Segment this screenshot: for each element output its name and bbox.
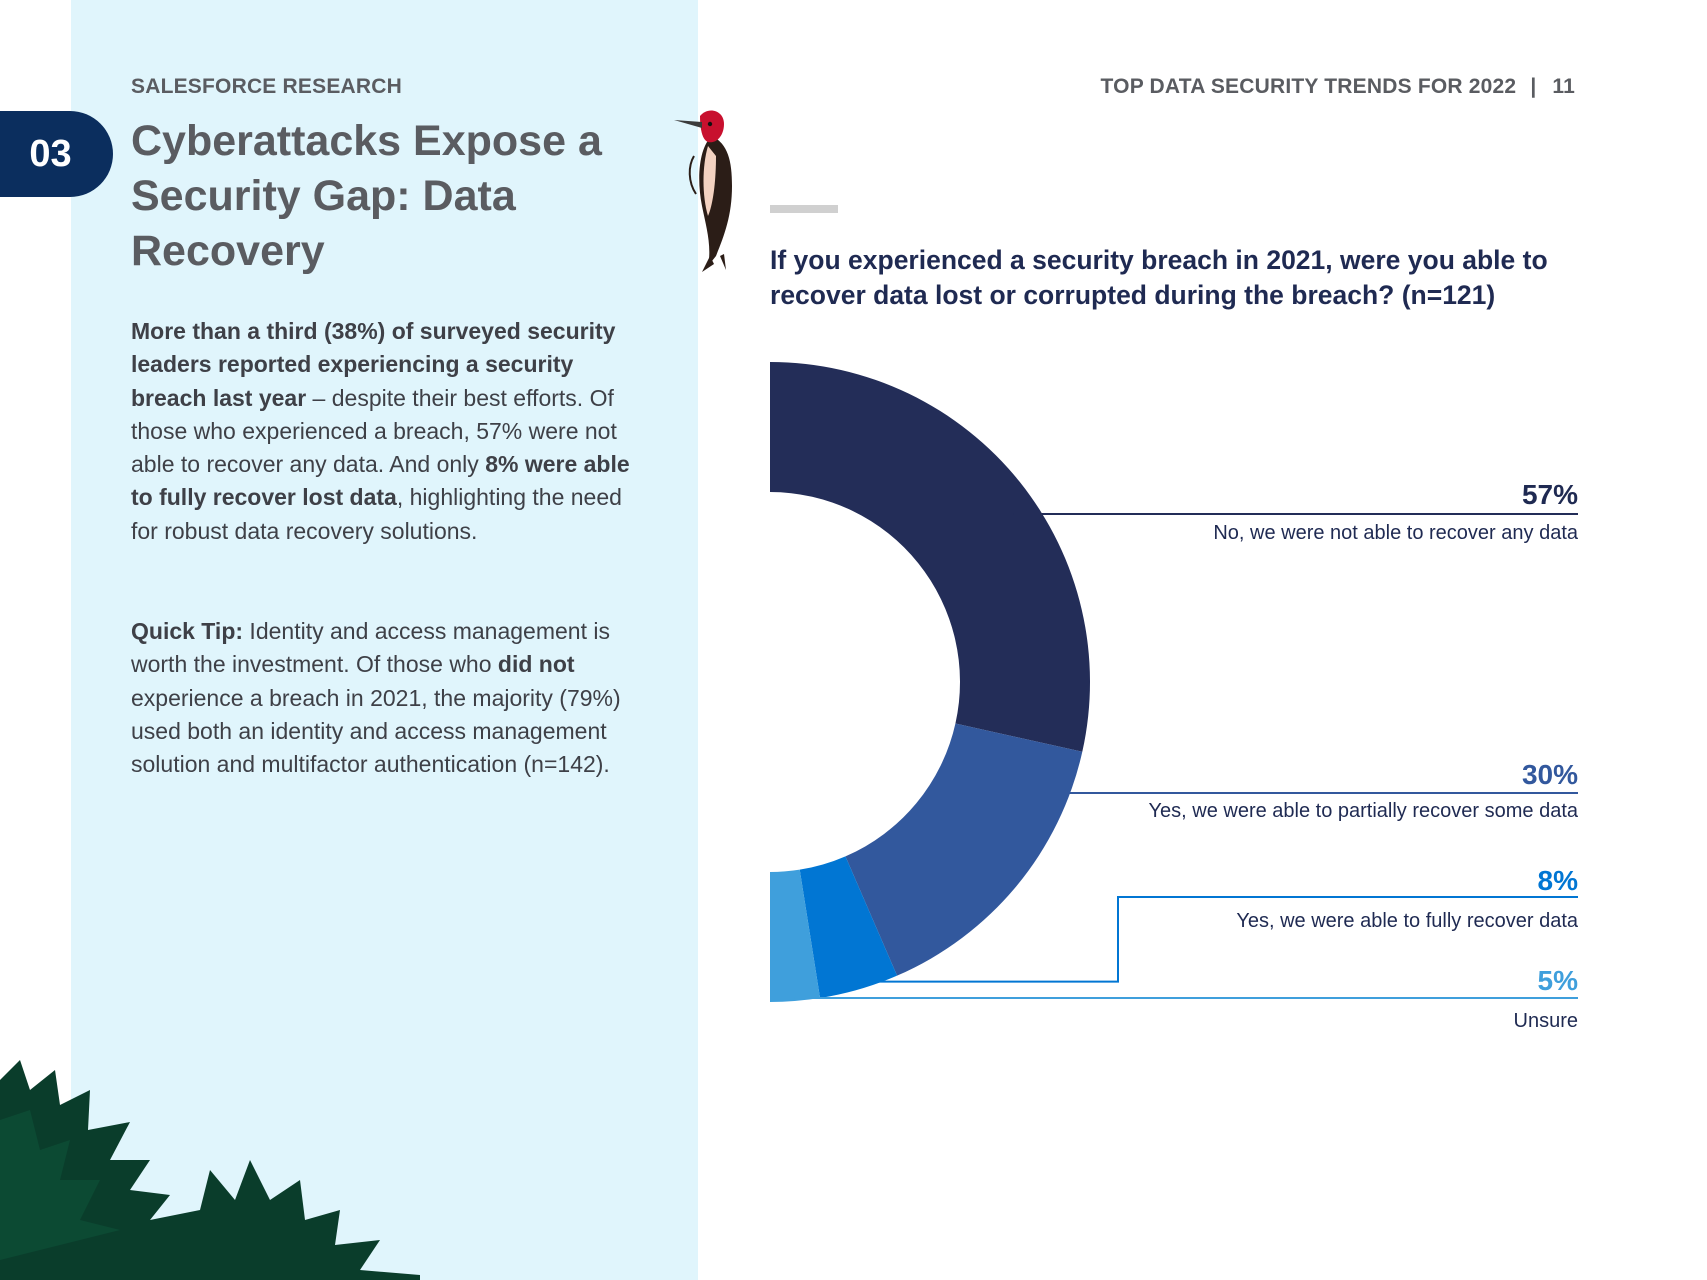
category-label-4: Unsure [1513,1010,1578,1032]
p1-text-1: – despite their best efforts. Of those who experienced a breach, 57% were not able to recover any data. And only [131,384,617,478]
category-label-3: Yes, we were able to fully recover data [1236,910,1578,932]
p2-bold-1: Quick Tip: [131,618,244,644]
donut-slice-1 [770,362,1090,752]
chart-title: If you experienced a security breach in 2021, were you able to recover data lost or corrupted during the breach? (n=121) [770,245,1548,310]
report-title: TOP DATA SECURITY TRENDS FOR 2022 [1100,75,1517,98]
section-title: Cyberattacks Expose a Security Gap: Data Recovery [131,117,602,275]
p1-text-2: , highlighting the need for robust data recovery solutions. [131,484,622,544]
category-label-1: No, we were not able to recover any data [1213,522,1578,544]
category-label-2: Yes, we were able to partially recover some data [1148,800,1578,822]
value-label-2: 30% [1521,759,1578,790]
value-label-1: 57% [1521,479,1578,510]
p2-text-2: experience a breach in 2021, the majority (79%) used both an identity and access management solution and multifactor authentication (n=142). [131,684,621,778]
p1-bold-1: More than a third (38%) of surveyed security leaders reported experiencing a security breach last year [131,318,616,411]
value-label-3: 8% [1537,865,1578,896]
p2-bold-2: did not [497,651,575,678]
p2-text-1: Identity and access management is worth the investment. Of those who [131,618,610,678]
section-number-badge: 03 [0,111,113,197]
header-separator: | [1530,75,1537,98]
page-number: 11 [1552,75,1575,98]
p1-bold-2: 8% were able to fully recover lost data [131,451,630,511]
donut-slice-2 [845,723,1082,975]
report-brand: SALESFORCE RESEARCH [131,75,402,98]
value-label-4: 5% [1537,965,1578,996]
